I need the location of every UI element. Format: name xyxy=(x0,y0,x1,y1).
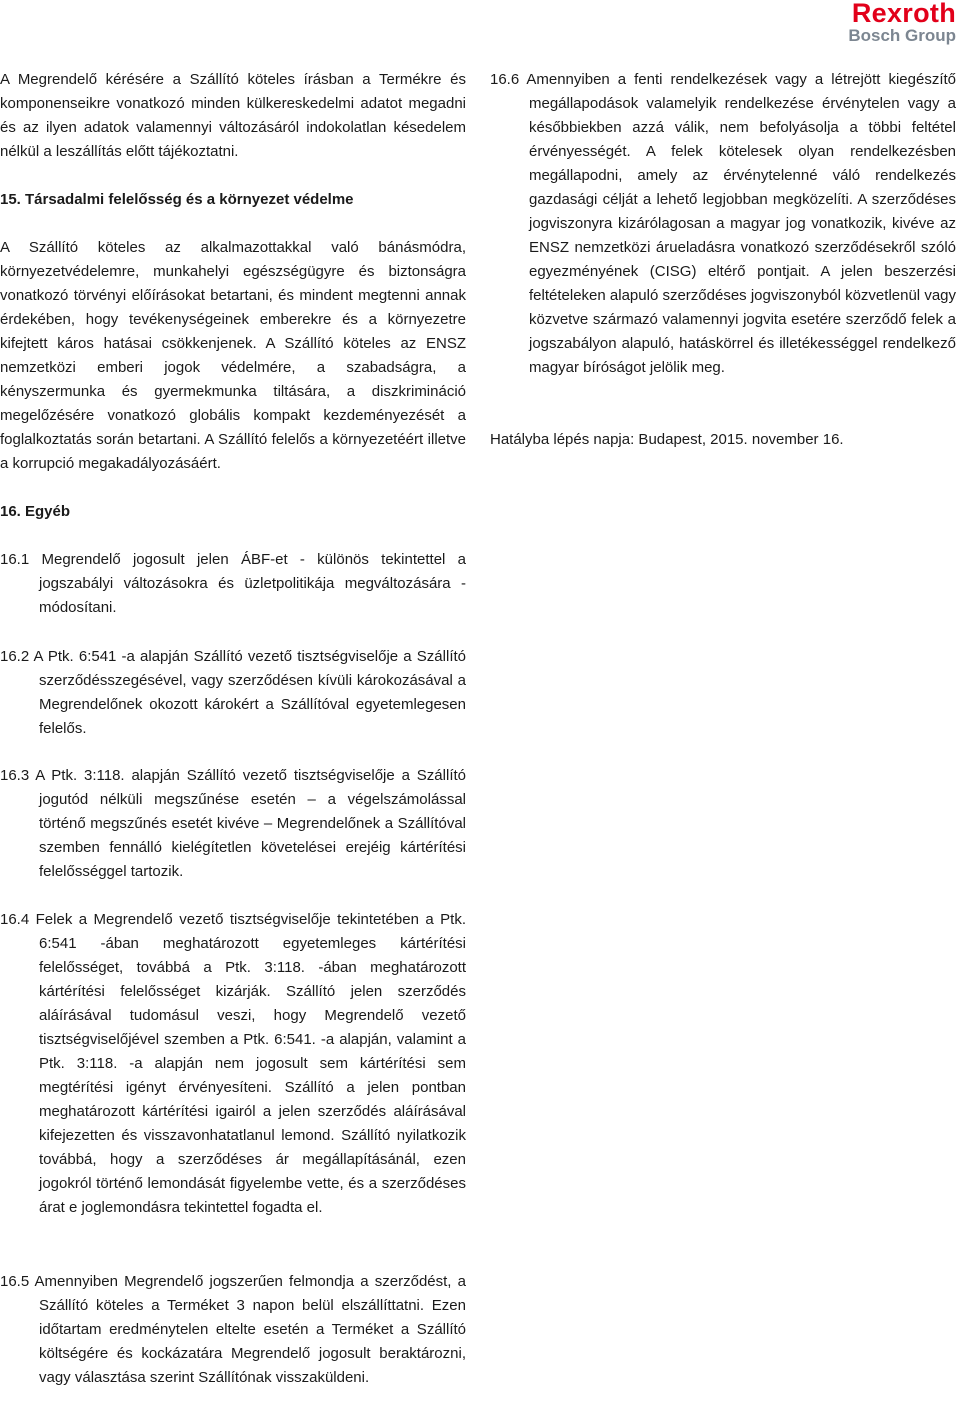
item-16-4-text: 16.4 Felek a Megrendelő vezető tisztségviselője tekintetében a Ptk. 6:541 -ában meghatározott egyetemleges kártérítési felelősséget, továbbá a Ptk. 3:118. -ában meghatározott kártérítési felelősséget kizárják. Szállító jelen szerződés aláírásával tudomásul veszi, hogy Megrendelő vezető tisztségviselőjével szemben a Ptk. 6:541. -a alapján, valamint a Ptk. 3:118. -a alapján nem jogosult sem kártérítési sem megtérítési igényt érvényesíteni. Szállító a jelen pontban meghatározott kártérítési igairól a jelen szerződés aláírásával kifejezetten és visszavonhatatlanul lemond. Szállító nyilatkozik továbbá, hogy a szerződéses ár megállapításánál, ezen jogokról történő lemondását figyelembe vette, és a szerződéses árat e joglemondásra tekintettel fogadta el. xyxy=(0,911,466,1216)
section-16-title: 16. Egyéb xyxy=(0,503,71,520)
item-16-6 xyxy=(490,68,956,380)
logo-group: Bosch Group xyxy=(848,26,956,45)
effective-date-text: Hatályba lépés napja: Budapest, 2015. november 16. xyxy=(490,431,844,448)
item-16-2 xyxy=(0,645,466,741)
section-15-body: A Szállító köteles az alkalmazottakkal való bánásmódra, környezetvédelemre, munkahelyi egészségügyre és biztonságra vonatkozó törvényi előírásokat betartani, és mindent megtenni annak érdekében, hogy tevékenységeinek emberekre és a környezetre kifejtett káros hatásai csökkenjenek. A Szállító köteles az ENSZ nemzetközi emberi jogok védelmére, a szabadságra, a kényszermunka és gyermekmunka tiltására, a diszkrimináció megelőzésére vonatkozó globális kompakt kezdeményezését a foglalkoztatás során betartani. A Szállító felelős a környezetéért illetve a korrupció megakadályozásáért. xyxy=(0,239,466,472)
item-16-3-text: 16.3 A Ptk. 3:118. alapján Szállító vezető tisztségviselője a Szállító jogutód nélküli megszűnése esetén – a végelszámolással történő megszűnés esetét kivéve – Megrendelőnek a Szállítóval szemben fennálló kielégítetlen követelései erejéig kártérítési felelősséggel tartozik. xyxy=(0,767,466,880)
section-16 xyxy=(0,500,466,524)
item-16-5-text: 16.5 Amennyiben Megrendelő jogszerűen felmondja a szerződést, a Szállító köteles a Terméket 3 napon belül elszállíttatni. Ezen időtartam eredménytelen eltelte esetén a Terméket a Szállító költségére és kockázatára Megrendelő jogosult beraktározni, vagy választása szerint Szállítónak visszaküldeni. xyxy=(0,1273,466,1386)
item-16-1-text: 16.1 Megrendelő jogosult jelen ÁBF-et - különös tekintettel a jogszabályi változásokra és üzletpolitikája megváltozására - módosítani. xyxy=(0,551,466,616)
intro-paragraph xyxy=(0,68,466,164)
section-15 xyxy=(0,188,466,476)
logo-brand: Rexroth xyxy=(851,0,956,28)
item-16-2-text: 16.2 A Ptk. 6:541 -a alapján Szállító vezető tisztségviselője a Szállító szerződésszegésével, vagy szerződésen kívüli károkozásával a Megrendelőnek okozott károkért a Szállítóval egyetemlegesen felelős. xyxy=(0,648,466,737)
item-16-4 xyxy=(0,908,466,1220)
item-16-5 xyxy=(0,1270,466,1390)
item-16-1 xyxy=(0,548,466,620)
item-16-6-text: 16.6 Amennyiben a fenti rendelkezések vagy a létrejött kiegészítő megállapodások valamelyik rendelkezése érvénytelen vagy a későbbiekben azzá válik, nem befolyásolja a többi feltétel érvényességét. A felek kötelesek olyan rendelkezésben megállapodni, amely az érvénytelenné váló rendelkezés gazdasági célját a lehető legjobban megközelíti. A szerződéses jogviszonyra kizárólagosan a magyar jog vonatkozik, kivéve az ENSZ nemzetközi árueladásra vonatkozó szerződésekről szóló egyezményének (CISG) eltérő pontjait. A jelen beszerzési feltételeken alapuló szerződéses jogviszonyból közvetlenül vagy közvetve származó valamennyi jogvita esetére szerződő felek a jogszabályon alapuló, hatáskörrel és illetékességgel rendelkező magyar bíróságot jelölik meg. xyxy=(490,71,956,376)
item-16-3 xyxy=(0,764,466,884)
intro-text: A Megrendelő kérésére a Szállító köteles írásban a Termékre és komponenseikre vonatkozó minden külkereskedelmi adatot megadni és az ilyen adatok valamennyi változásáról indokolatlan késedelem nélkül a leszállítás előtt tájékoztatni. xyxy=(0,71,466,160)
effective-date xyxy=(490,428,956,452)
rexroth-bosch-logo xyxy=(848,0,956,45)
section-15-title: 15. Társadalmi felelősség és a környezet védelme xyxy=(0,191,354,208)
